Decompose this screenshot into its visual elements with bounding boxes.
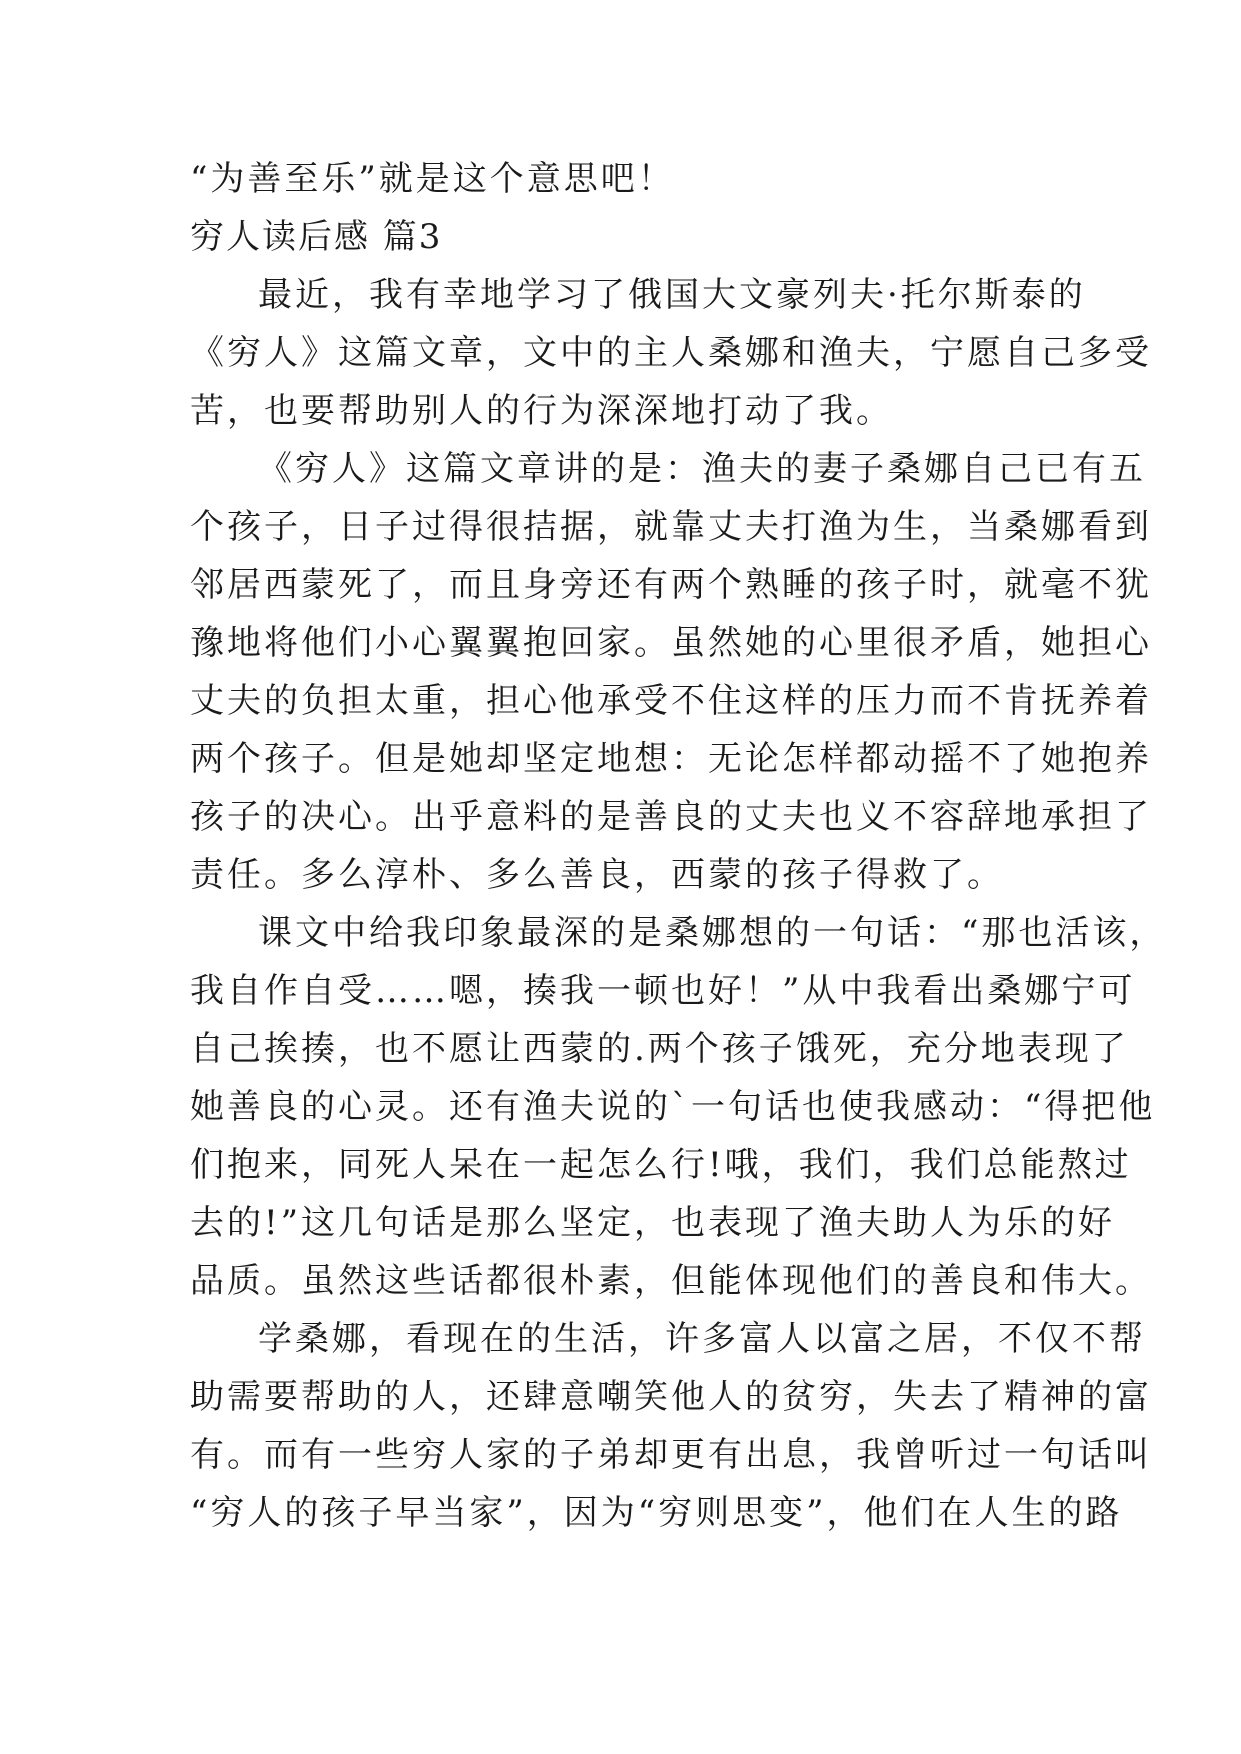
paragraph-line: 《穷人》这篇文章讲的是：渔夫的妻子桑娜自己已有五 (258, 449, 1146, 489)
paragraph-line: 《穷人》这篇文章，文中的主人桑娜和渔夫，宁愿自己多受 (190, 333, 1152, 373)
paragraph-line: 她善良的心灵。还有渔夫说的`一句话也使我感动：“得把他 (190, 1087, 1156, 1127)
paragraph-line: 自己挨揍，也不愿让西蒙的.两个孩子饿死，充分地表现了 (190, 1029, 1129, 1069)
paragraph-4 (190, 1310, 1152, 1542)
paragraph-line: “穷人的孩子早当家”，因为“穷则思变”，他们在人生的路 (190, 1493, 1123, 1533)
paragraph-line: 我自作自受……嗯，揍我一顿也好！”从中我看出桑娜宁可 (190, 971, 1136, 1011)
paragraph-line: 丈夫的负担太重，担心他承受不住这样的压力而不肯抚养着 (190, 681, 1152, 721)
paragraph-line: 学桑娜，看现在的生活，许多富人以富之居，不仅不帮 (258, 1319, 1146, 1359)
paragraph-line: 邻居西蒙死了，而且身旁还有两个熟睡的孩子时，就毫不犹 (190, 565, 1152, 605)
paragraph-line: 品质。虽然这些话都很朴素，但能体现他们的善良和伟大。 (190, 1261, 1152, 1301)
paragraph-line: 豫地将他们小心翼翼抱回家。虽然她的心里很矛盾，她担心 (190, 623, 1152, 663)
paragraph-line: 个孩子，日子过得很拮据，就靠丈夫打渔为生，当桑娜看到 (190, 507, 1152, 547)
paragraph-line: 苦，也要帮助别人的行为深深地打动了我。 (190, 391, 893, 431)
paragraph-line: 有。而有一些穷人家的子弟却更有出息，我曾听过一句话叫 (190, 1435, 1152, 1475)
paragraph-line: 课文中给我印象最深的是桑娜想的一句话：“那也活该， (258, 913, 1167, 953)
intro-line: “为善至乐”就是这个意思吧！ (190, 159, 675, 199)
paragraph-line: 去的!”这几句话是那么坚定，也表现了渔夫助人为乐的好 (190, 1203, 1116, 1243)
paragraph-3 (190, 904, 1167, 1310)
paragraph-line: 最近，我有幸地学习了俄国大文豪列夫·托尔斯泰的 (258, 275, 1086, 315)
paragraph-line: 责任。多么淳朴、多么善良，西蒙的孩子得救了。 (190, 855, 1004, 895)
essay-heading: 穷人读后感 篇3 (190, 217, 443, 257)
paragraph-line: 们抱来，同死人呆在一起怎么行!哦，我们，我们总能熬过 (190, 1145, 1132, 1185)
paragraph-line: 助需要帮助的人，还肆意嘲笑他人的贫穷，失去了精神的富 (190, 1377, 1152, 1417)
document-page (190, 150, 1167, 1542)
paragraph-line: 两个孩子。但是她却坚定地想：无论怎样都动摇不了她抱养 (190, 739, 1152, 779)
paragraph-2 (190, 440, 1152, 904)
paragraph-1 (190, 266, 1152, 440)
paragraph-line: 孩子的决心。出乎意料的是善良的丈夫也义不容辞地承担了 (190, 797, 1152, 837)
